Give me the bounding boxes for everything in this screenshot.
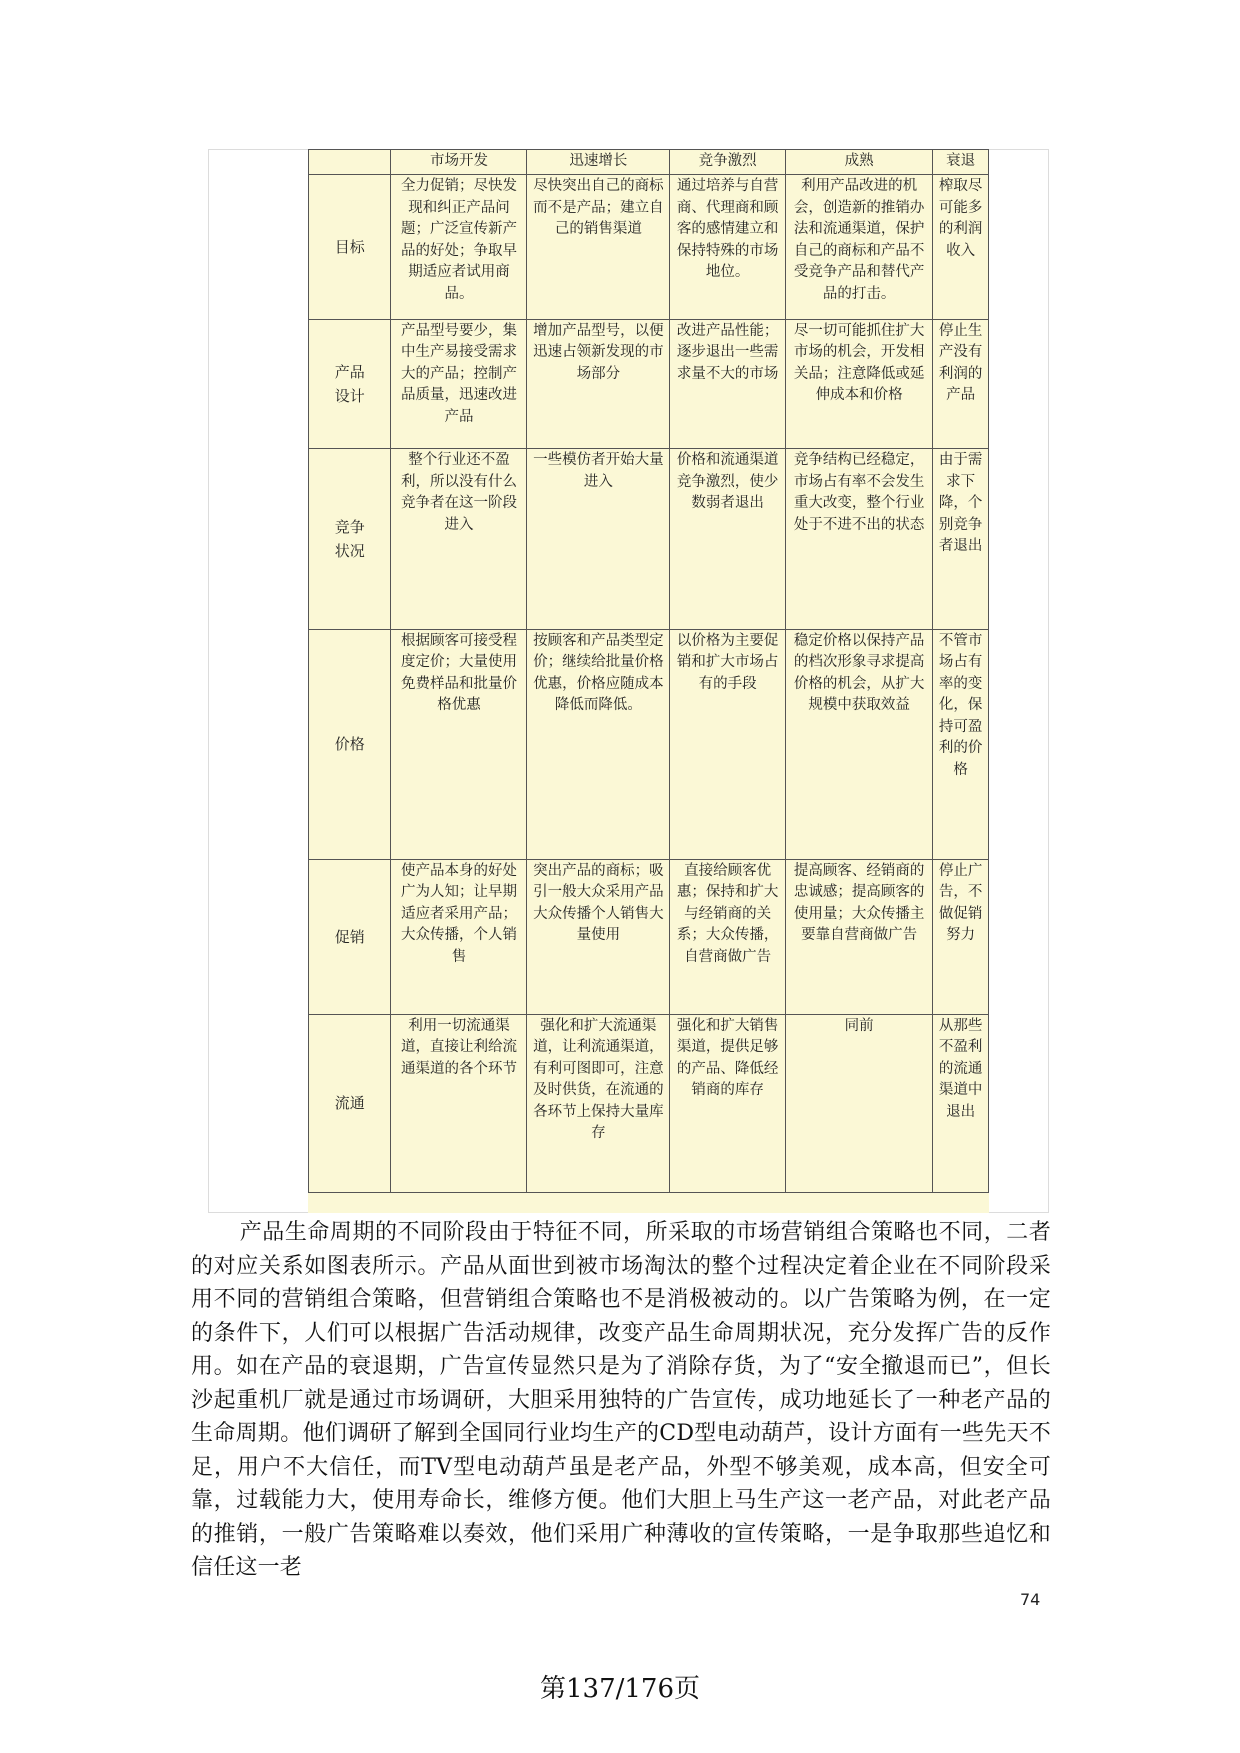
table-cell: 根据顾客可接受程度定价；大量使用免费样品和批量价格优惠 <box>391 629 527 859</box>
header-cell-maturity: 成熟 <box>786 150 933 175</box>
row-label: 流通 <box>309 1014 391 1192</box>
table-cell: 整个行业还不盈利，所以没有什么竞争者在这一阶段进入 <box>391 449 527 629</box>
table-row <box>309 449 989 629</box>
table-cell: 直接给顾客优惠；保持和扩大与经销商的关系；大众传播，自营商做广告 <box>670 859 786 1014</box>
table-cell: 产品型号要少，集中生产易接受需求大的产品；控制产品质量，迅速改进产品 <box>391 319 527 449</box>
header-cell-rapid-growth: 迅速增长 <box>527 150 670 175</box>
row-label: 促销 <box>309 859 391 1014</box>
table-cell: 稳定价格以保持产品的档次形象寻求提高价格的机会，从扩大规模中获取效益 <box>786 629 933 859</box>
header-cell-fierce-competition: 竞争激烈 <box>670 150 786 175</box>
table-cell: 突出产品的商标；吸引一般大众采用产品大众传播个人销售大量使用 <box>527 859 670 1014</box>
table-cell: 停止广告，不做促销努力 <box>933 859 989 1014</box>
body-paragraph <box>191 1216 1051 1585</box>
table-cell: 按顾客和产品类型定价；继续给批量价格优惠，价格应随成本降低而降低。 <box>527 629 670 859</box>
row-label: 产品设计 <box>309 319 391 449</box>
table-row <box>309 175 989 320</box>
table-cell: 榨取尽可能多的利润收入 <box>933 175 989 320</box>
table-cell: 尽快突出自己的商标而不是产品；建立自己的销售渠道 <box>527 175 670 320</box>
table-header-row <box>309 150 989 175</box>
table-cell: 增加产品型号，以便迅速占领新发现的市场部分 <box>527 319 670 449</box>
table-cell: 使产品本身的好处广为人知；让早期适应者采用产品；大众传播，个人销售 <box>391 859 527 1014</box>
paragraph-text: 产品生命周期的不同阶段由于特征不同，所采取的市场营销组合策略也不同，二者的对应关系如图表所示。产品从面世到被市场淘汰的整个过程决定着企业在不同阶段采用不同的营销组合策略，但营销组合策略也不是消极被动的。以广告策略为例，在一定的条件下，人们可以根据广告活动规律，改变产品生命周期状况，充分发挥广告的反作用。如在产品的衰退期，广告宣传显然只是为了消除存货，为了“安全撤退而已”，但长沙起重机厂就是通过市场调研，大胆采用独特的广告宣传，成功地延长了一种老产品的生命周期。他们调研了解到全国同行业均生产的CD型电动葫芦，设计方面有一些先天不足，用户不大信任，而TV型电动葫芦虽是老产品，外型不够美观，成本高，但安全可靠，过载能力大，使用寿命长，维修方便。他们大胆上马生产这一老产品，对此老产品的推销，一般广告策略难以奏效，他们采用广种薄收的宣传策略，一是争取那些追忆和信任这一老 <box>191 1220 1051 1580</box>
table-row <box>309 1014 989 1192</box>
page-number: 74 <box>1020 1590 1041 1609</box>
table-cell: 竞争结构已经稳定，市场占有率不会发生重大改变，整个行业处于不进不出的状态 <box>786 449 933 629</box>
table-row <box>309 859 989 1014</box>
table-row <box>309 629 989 859</box>
body-paragraph-block <box>191 1216 1051 1585</box>
table-cell: 强化和扩大流通渠道，让利流通渠道，有利可图即可，注意及时供货，在流通的各环节上保持大量库存 <box>527 1014 670 1192</box>
table-cell: 以价格为主要促销和扩大市场占有的手段 <box>670 629 786 859</box>
table-cell: 价格和流通渠道竞争激烈，使少数弱者退出 <box>670 449 786 629</box>
table-cell: 停止生产没有利润的产品 <box>933 319 989 449</box>
table-cell: 通过培养与自营商、代理商和顾客的感情建立和保持特殊的市场地位。 <box>670 175 786 320</box>
header-cell-decline: 衰退 <box>933 150 989 175</box>
header-cell-blank <box>309 150 391 175</box>
row-label: 目标 <box>309 175 391 320</box>
table-cell: 提高顾客、经销商的忠诚感；提高顾客的使用量；大众传播主要靠自营商做广告 <box>786 859 933 1014</box>
row-label: 竞争状况 <box>309 449 391 629</box>
table-cell: 利用产品改进的机会，创造新的推销办法和流通渠道，保护自己的商标和产品不受竞争产品和替代产品的打击。 <box>786 175 933 320</box>
table-cell: 一些模仿者开始大量进入 <box>527 449 670 629</box>
row-label: 价格 <box>309 629 391 859</box>
table-cell: 不管市场占有率的变化，保持可盈利的价格 <box>933 629 989 859</box>
table-cell: 利用一切流通渠道，直接让利给流通渠道的各个环节 <box>391 1014 527 1192</box>
table-cell: 全力促销；尽快发现和纠正产品问题；广泛宣传新产品的好处；争取早期适应者试用商品。 <box>391 175 527 320</box>
table-cell: 由于需求下降，个别竞争者退出 <box>933 449 989 629</box>
page-footer: 第137/176页 <box>539 1674 700 1704</box>
header-cell-market-development: 市场开发 <box>391 150 527 175</box>
table-cell: 同前 <box>786 1014 933 1192</box>
table-row <box>309 319 989 449</box>
table-cell: 强化和扩大销售渠道，提供足够的产品、降低经销商的库存 <box>670 1014 786 1192</box>
lifecycle-strategy-table <box>308 149 989 1193</box>
lifecycle-strategy-table-image <box>308 149 989 1213</box>
table-cell: 从那些不盈利的流通渠道中退出 <box>933 1014 989 1192</box>
table-cell: 改进产品性能；逐步退出一些需求量不大的市场 <box>670 319 786 449</box>
table-cell: 尽一切可能抓住扩大市场的机会，开发相关品；注意降低或延伸成本和价格 <box>786 319 933 449</box>
